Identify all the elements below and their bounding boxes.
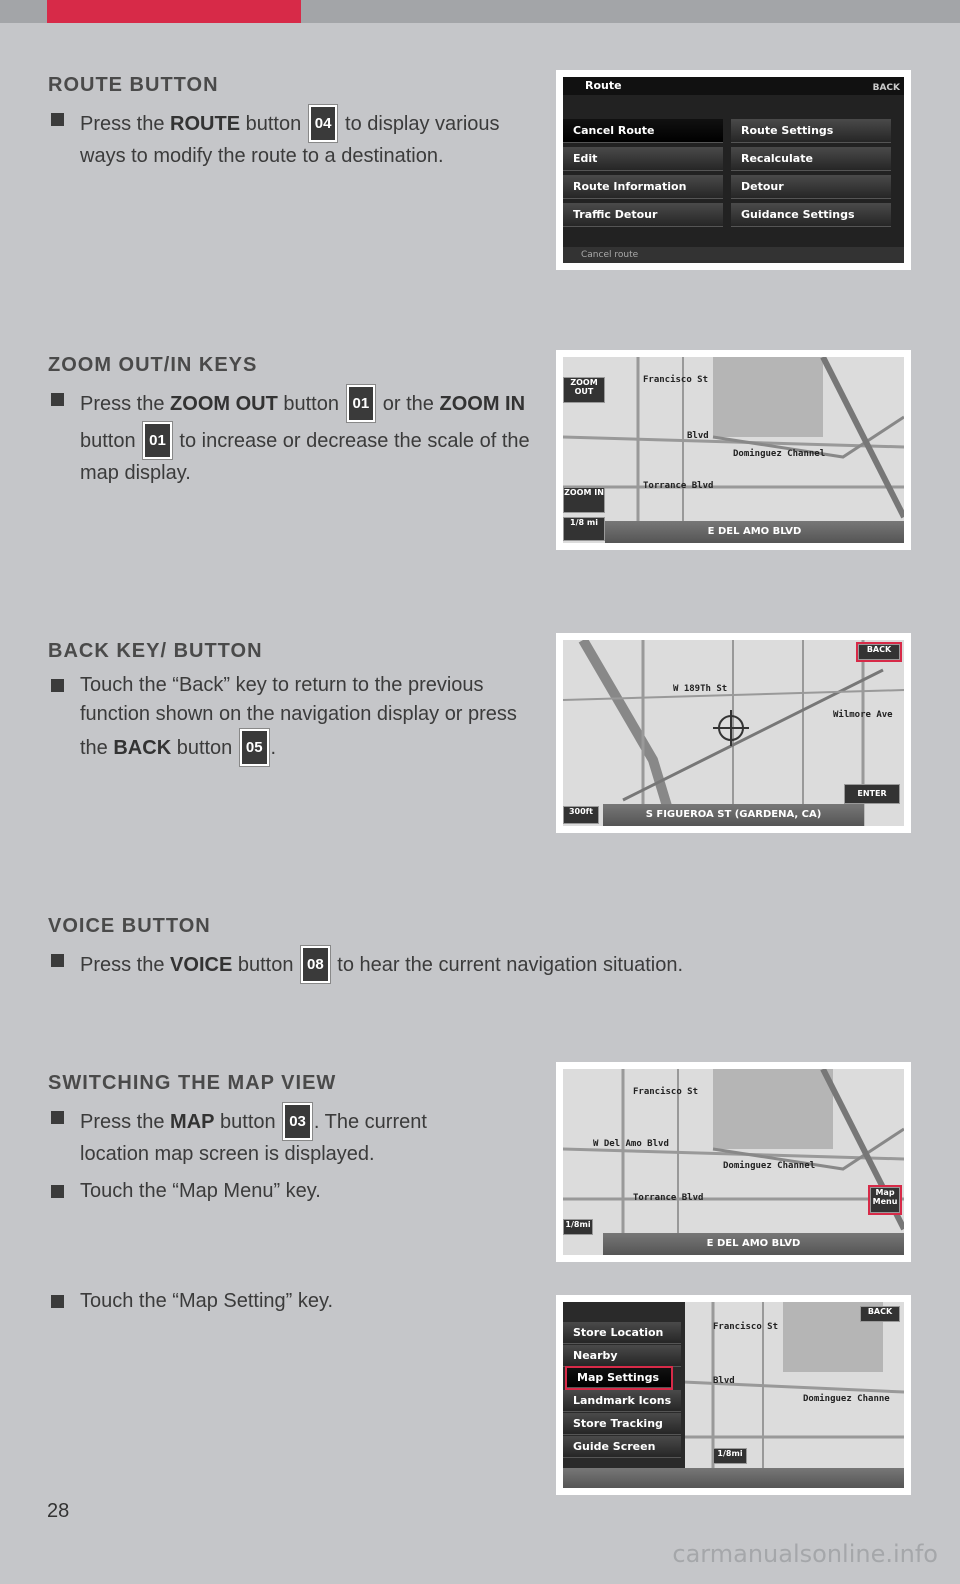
back-button[interactable]: BACK [858,644,900,660]
menu-item-edit[interactable]: Edit [563,147,723,171]
menu-item-detour[interactable]: Detour [731,175,891,199]
back-screenshot [556,633,911,833]
route-section [48,74,538,179]
map-label: Blvd [713,1376,735,1386]
mapview-bullet-1 [48,1103,500,1169]
zoom-in-keyword: ZOOM IN [439,393,526,415]
street-name-bar: E DEL AMO BLVD [605,521,904,543]
map-label: Dominguez Channel [733,449,826,459]
zoom-screenshot [556,350,911,550]
text: button [214,1111,282,1133]
mapsettings-section [48,1287,538,1324]
mapsettings-screenshot [556,1295,911,1495]
mapview-section [48,1072,538,1214]
back-section [48,640,538,774]
voice-section [48,915,908,991]
status-bar: Cancel route [563,247,904,263]
street-name-bar: E DEL AMO BLVD [603,1233,904,1255]
street-name-bar: S FIGUEROA ST (GARDENA, CA) [603,804,864,826]
zoom-in-badge: 01 [143,422,172,459]
zoom-bullet [48,385,540,488]
zoom-in-button[interactable]: ZOOM IN [563,487,605,513]
menu-item-route-information[interactable]: Route Information [563,175,723,199]
mapmenu-screenshot [556,1062,911,1262]
map-label: W Del Amo Blvd [593,1139,669,1149]
back-button[interactable]: BACK [872,83,900,93]
back-button[interactable]: BACK [860,1306,900,1322]
route-menu-screen [563,77,904,263]
mapsettings-screen [563,1302,904,1488]
back-heading: BACK KEY/ BUTTON [48,640,263,662]
status-bar [563,1468,904,1488]
route-menu-title [563,77,904,95]
map-menu-panel [563,1302,685,1468]
scale-indicator: 300ft [563,806,599,824]
text: Press the [80,1111,171,1133]
map-badge: 03 [283,1103,312,1140]
text: to increase or decrease the scale of the map display. [80,430,530,484]
menu-item-guide-screen[interactable]: Guide Screen [563,1436,681,1458]
back-bullet [48,671,540,766]
zoom-out-keyword: ZOOM OUT [170,393,278,415]
map-label: Dominguez Channe [803,1394,890,1404]
zoom-out-button[interactable]: ZOOM OUT [563,377,605,403]
menu-item-store-tracking[interactable]: Store Tracking [563,1413,681,1435]
map-label: Francisco St [633,1087,699,1097]
zoom-map-screen [563,357,904,543]
voice-bullet [48,946,908,983]
menu-item-traffic-detour[interactable]: Traffic Detour [563,203,723,227]
map-label: Blvd [687,431,709,441]
menu-item-nearby[interactable]: Nearby [563,1345,681,1367]
top-bar-accent [47,0,301,23]
mapview-bullet-2: Touch the “Map Menu” key. [48,1177,538,1206]
route-keyword: ROUTE [170,113,241,135]
back-keyword: BACK [113,737,172,759]
text: Press the [80,113,171,135]
map-label: Torrance Blvd [643,481,714,491]
watermark: carmanualsonline.info [672,1540,938,1568]
back-badge: 05 [240,729,269,766]
scale-indicator: 1/8 mi [563,517,605,541]
mapmenu-map-screen [563,1069,904,1255]
menu-item-guidance-settings[interactable]: Guidance Settings [731,203,891,227]
scale-indicator: 1/8mi [563,1219,593,1235]
text: button [80,430,142,452]
route-bullet [48,105,520,171]
voice-heading: VOICE BUTTON [48,915,211,937]
back-map-screen [563,640,904,826]
text: button [277,393,345,415]
map-menu-button[interactable]: Map Menu [870,1187,900,1213]
menu-item-route-settings[interactable]: Route Settings [731,119,891,143]
voice-keyword: VOICE [170,954,233,976]
mapview-heading: SWITCHING THE MAP VIEW [48,1072,337,1094]
zoom-out-badge: 01 [347,385,376,422]
voice-badge: 08 [301,946,330,983]
text: to hear the current navigation situation. [331,954,684,976]
text: or the [377,393,440,415]
map-label: Francisco St [643,375,709,385]
map-label: W 189Th St [673,684,728,694]
map-label: Francisco St [713,1322,779,1332]
route-badge: 04 [309,105,338,142]
text: to display various ways to modify the route to a destination. [80,113,500,167]
map-keyword: MAP [170,1111,215,1133]
top-bar [0,0,960,23]
route-heading: ROUTE BUTTON [48,74,219,96]
scale-indicator: 1/8mi [713,1448,747,1464]
zoom-heading: ZOOM OUT/IN KEYS [48,354,258,376]
text: button [240,113,307,135]
menu-item-store-location[interactable]: Store Location [563,1322,681,1344]
text: button [171,737,238,759]
map-label: Torrance Blvd [633,1193,704,1203]
title: Route [585,79,622,92]
menu-item-landmark-icons[interactable]: Landmark Icons [563,1390,681,1412]
text: Press the [80,393,171,415]
page-number: 28 [47,1500,70,1522]
text: . The current location map screen is displayed. [80,1111,427,1165]
text: . [270,737,277,759]
zoom-section [48,354,538,496]
route-screenshot [556,70,911,270]
map-label: Dominguez Channel [723,1161,816,1171]
menu-item-recalculate[interactable]: Recalculate [731,147,891,171]
menu-item-cancel-route[interactable]: Cancel Route [563,119,723,143]
text: button [232,954,300,976]
map-label: Wilmore Ave [833,710,893,720]
menu-item-map-settings[interactable]: Map Settings [567,1368,671,1388]
enter-button[interactable]: ENTER [844,784,900,804]
text: Press the [80,954,171,976]
text: Touch the “Back” key to return to the previous function shown on the navigation display or press the [80,674,517,759]
mapview-bullet-3: Touch the “Map Setting” key. [48,1287,538,1316]
